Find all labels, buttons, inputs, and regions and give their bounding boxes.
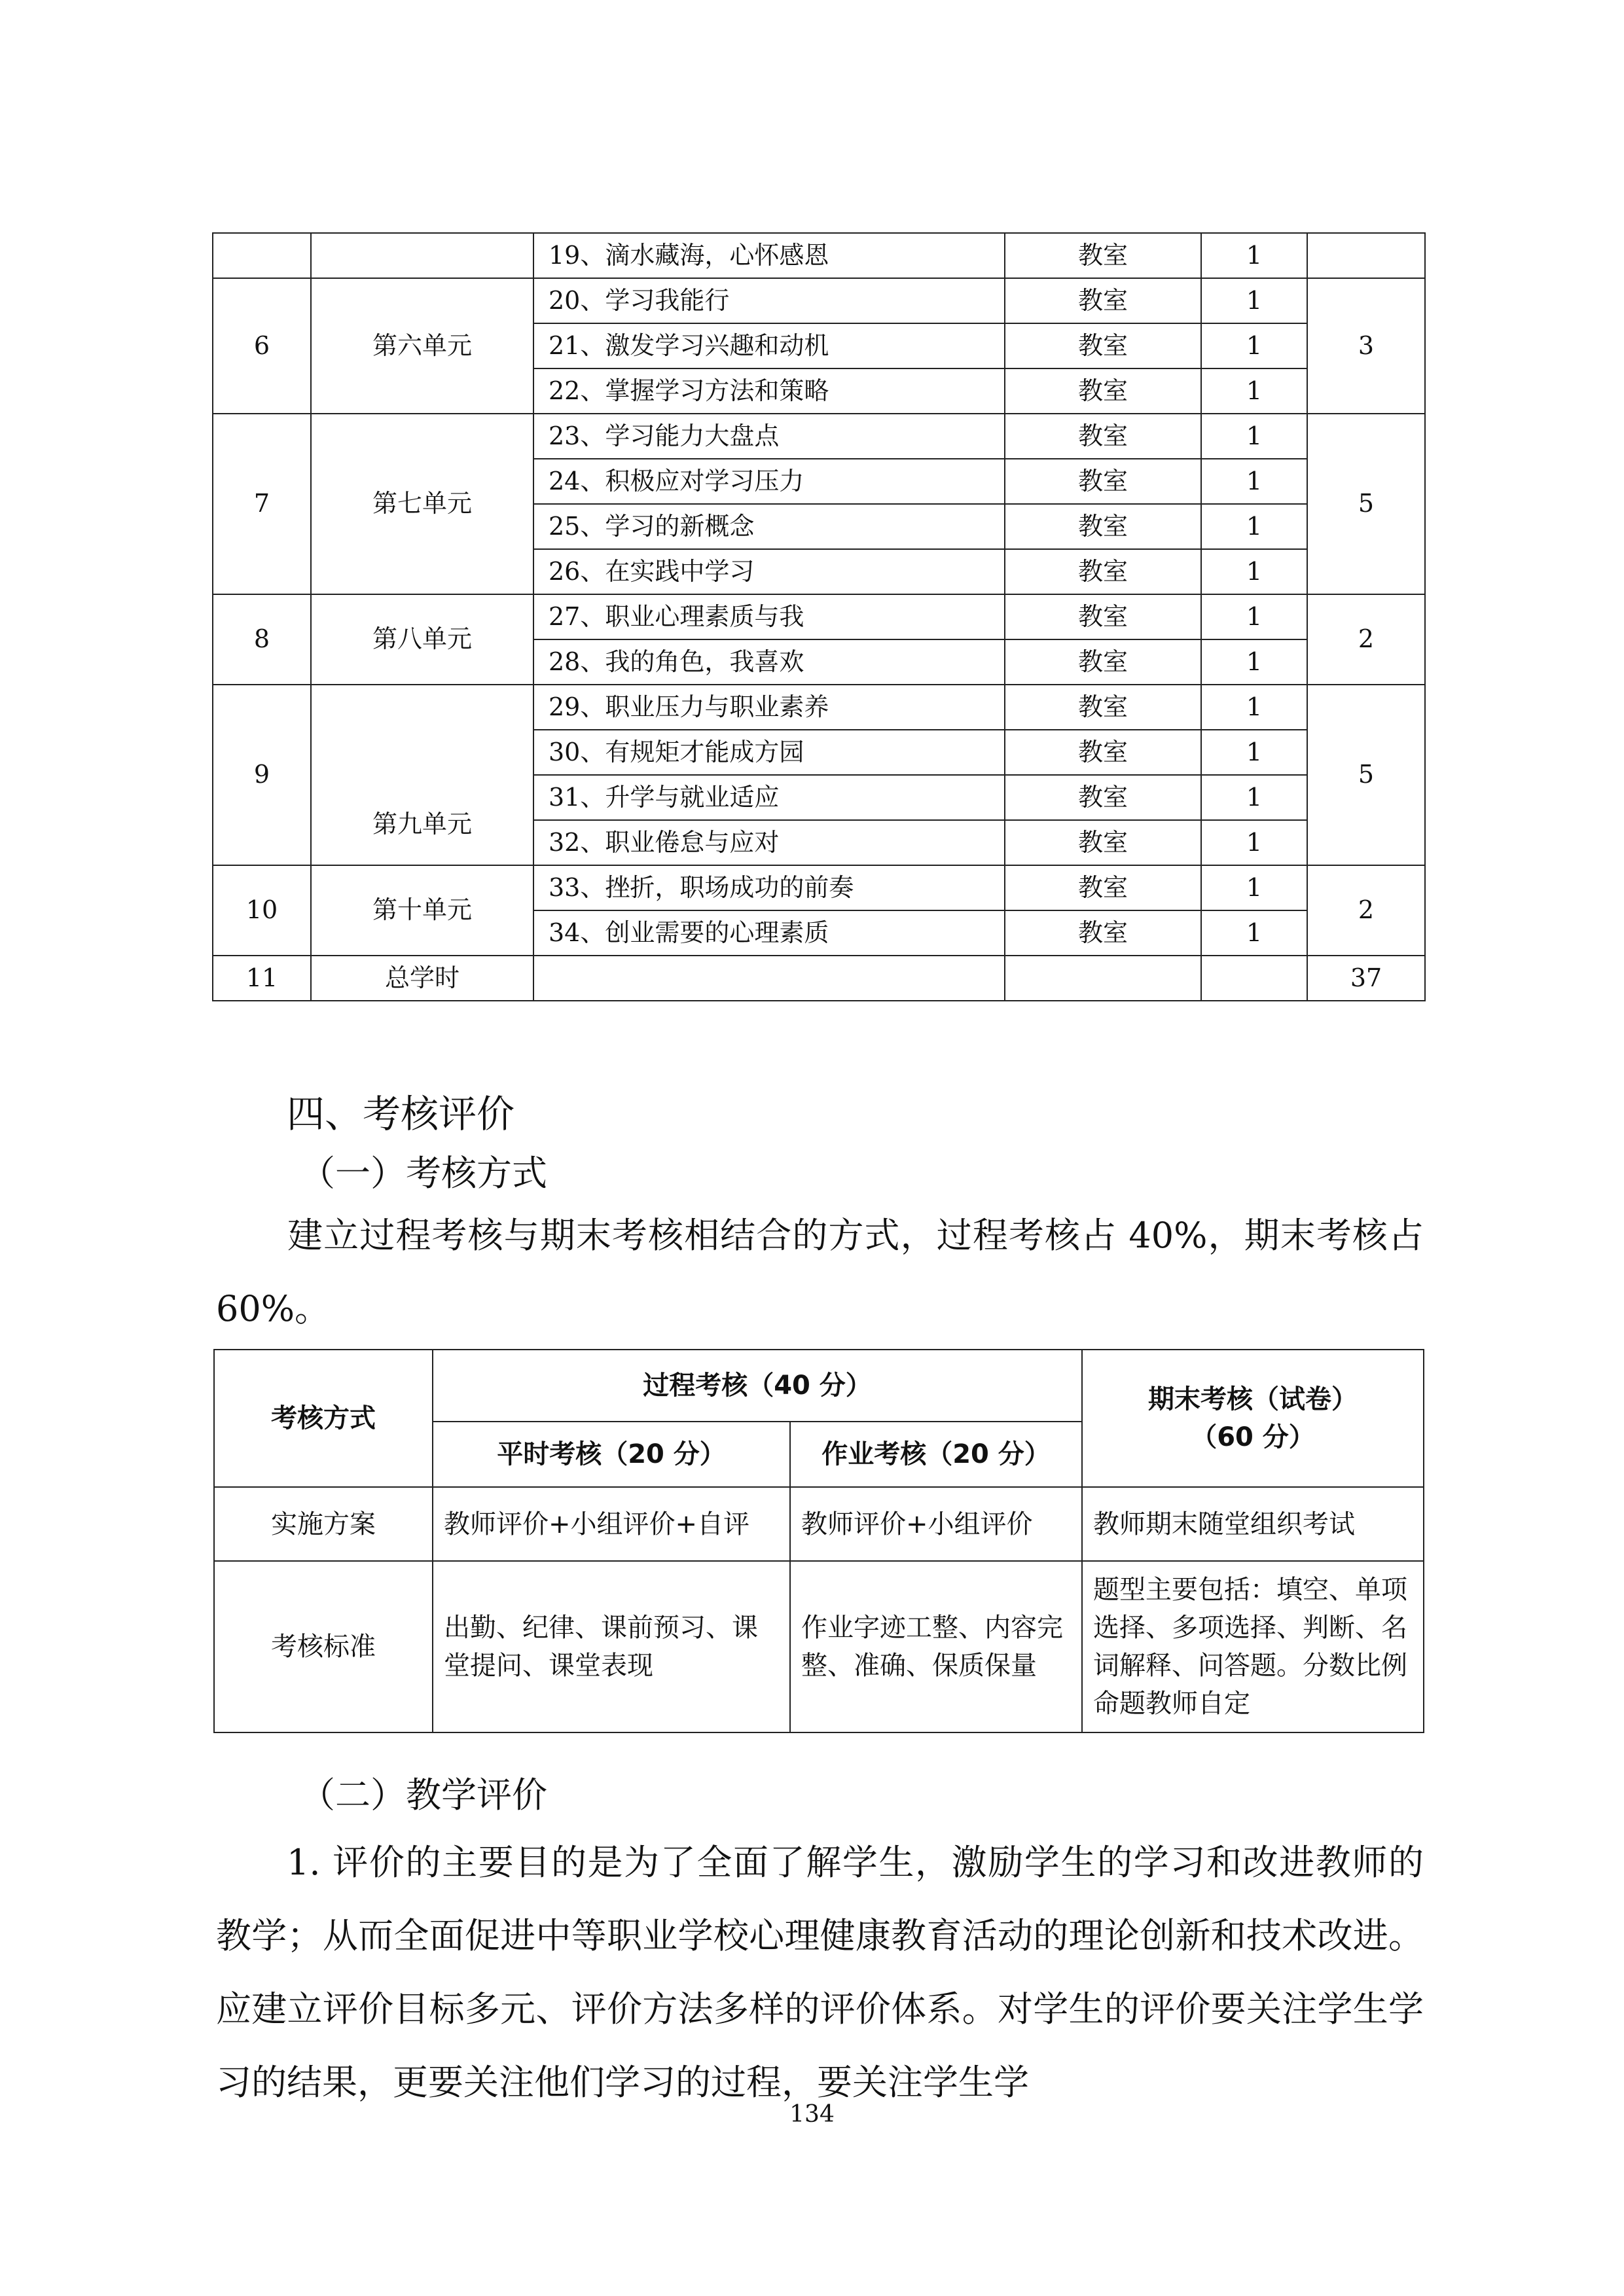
lesson-name: 31、升学与就业适应 [533,775,1005,820]
unit-total-hours: 5 [1307,414,1425,594]
lesson-name: 27、职业心理素质与我 [533,594,1005,639]
total-hours: 37 [1307,956,1425,1001]
subsection-title: （二）教学评价 [300,1774,547,1816]
lesson-venue: 教室 [1005,459,1201,504]
lesson-name: 33、挫折，职场成功的前奏 [533,865,1005,910]
unit-number: 9 [213,685,311,865]
lesson-name: 23、学习能力大盘点 [533,414,1005,459]
paragraph-text: 建立过程考核与期末考核相结合的方式，过程考核占 40%，期末考核占 60%。 [216,1215,1424,1329]
lesson-name: 24、积极应对学习压力 [533,459,1005,504]
lesson-hours: 1 [1201,865,1307,910]
lesson-venue: 教室 [1005,323,1201,368]
unit-name: 第十单元 [311,865,533,956]
lesson-venue: 教室 [1005,639,1201,685]
unit-name: 第九单元 [311,685,533,865]
lesson-name: 21、激发学习兴趣和动机 [533,323,1005,368]
cell-homework: 教师评价+小组评价 [790,1487,1082,1561]
lesson-venue: 教室 [1005,865,1201,910]
lesson-hours: 1 [1201,323,1307,368]
paragraph-text: 1. 评价的主要目的是为了全面了解学生，激励学生的学习和改进教师的教学；从而全面促进中等职业学校心理健康教育活动的理论创新和技术改进。应建立评价目标多元、评价方法多样的评价体系。对学生的评价要关注学生学习的结果，更要关注他们学习的过程，要关注学生学 [216,1842,1424,2103]
lesson-name: 28、我的角色，我喜欢 [533,639,1005,685]
cell-final: 题型主要包括：填空、单项选择、多项选择、判断、名词解释、问答题。分数比例命题教师自定 [1082,1561,1424,1732]
lesson-venue: 教室 [1005,233,1201,278]
unit-name: 第六单元 [311,278,533,414]
lesson-name: 29、职业压力与职业素养 [533,685,1005,730]
lesson-name: 25、学习的新概念 [533,504,1005,549]
lesson-venue: 教室 [1005,910,1201,956]
table-row [214,1350,1424,1422]
row-label: 考核标准 [214,1561,433,1732]
table-row [213,278,1425,323]
unit-total-hours: 2 [1307,594,1425,685]
lesson-hours: 1 [1201,504,1307,549]
lesson-hours: 1 [1201,459,1307,504]
lesson-hours: 1 [1201,414,1307,459]
header-final-line1: 期末考核（试卷） [1148,1384,1358,1414]
table-row [213,865,1425,910]
lesson-hours: 1 [1201,549,1307,594]
lesson-name: 34、创业需要的心理素质 [533,910,1005,956]
lesson-venue: 教室 [1005,504,1201,549]
table-row [214,1487,1424,1561]
lesson-name: 26、在实践中学习 [533,549,1005,594]
lesson-venue: 教室 [1005,278,1201,323]
unit-number: 6 [213,278,311,414]
unit-number: 8 [213,594,311,685]
lesson-hours: 1 [1201,594,1307,639]
lesson-hours: 1 [1201,730,1307,775]
paragraph [216,1826,1424,2119]
paragraph [216,1199,1424,1346]
lesson-hours: 1 [1201,278,1307,323]
section-title: 四、考核评价 [287,1092,515,1136]
unit-name: 第七单元 [311,414,533,594]
total-row-number: 11 [213,956,311,1001]
lesson-venue: 教室 [1005,414,1201,459]
header-final-line2: （60 分） [1191,1422,1315,1452]
lesson-hours: 1 [1201,775,1307,820]
unit-number: 7 [213,414,311,594]
unit-number: 10 [213,865,311,956]
cell-homework: 作业字迹工整、内容完整、准确、保质保量 [790,1561,1082,1732]
lesson-name: 20、学习我能行 [533,278,1005,323]
header-daily: 平时考核（20 分） [433,1422,790,1487]
lesson-venue: 教室 [1005,820,1201,865]
cell-final: 教师期末随堂组织考试 [1082,1487,1424,1561]
total-row-label: 总学时 [311,956,533,1001]
header-final [1082,1350,1424,1487]
table-row [213,414,1425,459]
unit-total-hours: 2 [1307,865,1425,956]
row-label: 实施方案 [214,1487,433,1561]
lesson-name: 30、有规矩才能成方园 [533,730,1005,775]
assessment-table [213,1349,1424,1733]
lesson-venue: 教室 [1005,368,1201,414]
page-number: 134 [789,2101,835,2128]
unit-name: 第八单元 [311,594,533,685]
table-row [213,233,1425,278]
header-process: 过程考核（40 分） [433,1350,1082,1422]
subsection-title: （一）考核方式 [300,1153,547,1194]
table-row [213,685,1425,730]
table-row [213,956,1425,1001]
lesson-venue: 教室 [1005,685,1201,730]
cell-daily: 出勤、纪律、课前预习、课堂提问、课堂表现 [433,1561,790,1732]
lesson-name: 19、滴水藏海，心怀感恩 [533,233,1005,278]
unit-total-hours: 5 [1307,685,1425,865]
lesson-venue: 教室 [1005,775,1201,820]
lesson-name: 32、职业倦怠与应对 [533,820,1005,865]
lesson-venue: 教室 [1005,730,1201,775]
lesson-name: 22、掌握学习方法和策略 [533,368,1005,414]
lesson-hours: 1 [1201,910,1307,956]
lesson-venue: 教室 [1005,549,1201,594]
unit-total-hours: 3 [1307,278,1425,414]
cell-daily: 教师评价+小组评价+自评 [433,1487,790,1561]
lesson-hours: 1 [1201,368,1307,414]
lesson-hours: 1 [1201,685,1307,730]
header-method: 考核方式 [214,1350,433,1487]
table-row [213,594,1425,639]
schedule-table [212,232,1426,1001]
table-row [214,1561,1424,1732]
lesson-hours: 1 [1201,639,1307,685]
lesson-hours: 1 [1201,233,1307,278]
lesson-venue: 教室 [1005,594,1201,639]
header-homework: 作业考核（20 分） [790,1422,1082,1487]
lesson-hours: 1 [1201,820,1307,865]
